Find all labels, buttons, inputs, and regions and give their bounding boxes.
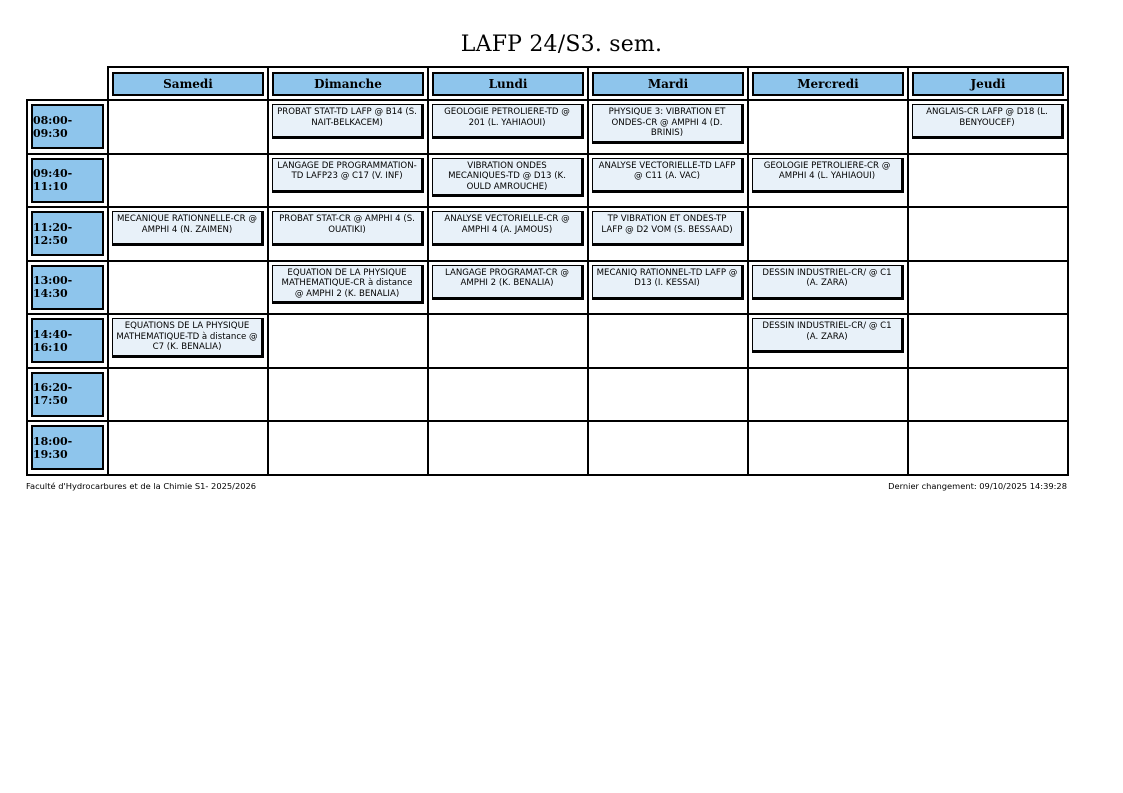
schedule-cell <box>908 154 1068 208</box>
schedule-cell <box>748 421 908 475</box>
time-label: 18:00-19:30 <box>31 425 104 470</box>
schedule-cell <box>428 261 588 315</box>
course-block[interactable]: GEOLOGIE PETROLIERE-TD @ 201 (L. YAHIAOUI) <box>432 104 584 139</box>
schedule-cell <box>268 207 428 261</box>
day-header-samedi: Samedi <box>112 72 264 96</box>
time-slot-row <box>27 368 1068 422</box>
time-cell <box>27 314 108 368</box>
schedule-cell <box>108 314 268 368</box>
schedule-cell <box>268 154 428 208</box>
day-header-row <box>27 67 1068 100</box>
course-block[interactable]: EQUATION DE LA PHYSIQUE MATHEMATIQUE-CR à distance @ AMPHI 2 (K. BENALIA) <box>272 265 424 305</box>
page-title: LAFP 24/S3. sem. <box>460 32 663 57</box>
course-block[interactable]: LANGAGE DE PROGRAMMATION-TD LAFP23 @ C17 (V. INF) <box>272 158 424 193</box>
schedule-cell <box>108 261 268 315</box>
course-block[interactable]: TP VIBRATION ET ONDES-TP LAFP @ D2 VOM (S. BESSAAD) <box>592 211 744 246</box>
timetable <box>26 66 1069 476</box>
day-header-dimanche: Dimanche <box>272 72 424 96</box>
course-block[interactable]: ANALYSE VECTORIELLE-CR @ AMPHI 4 (A. JAMOUS) <box>432 211 584 246</box>
course-block[interactable]: PROBAT STAT-TD LAFP @ B14 (S. NAIT-BELKACEM) <box>272 104 424 139</box>
schedule-cell <box>268 368 428 422</box>
day-header-cell <box>588 67 748 100</box>
time-label: 16:20-17:50 <box>31 372 104 417</box>
course-block[interactable]: MECANIQ RATIONNEL-TD LAFP @ D13 (I. KESSAI) <box>592 265 744 300</box>
day-header-mardi: Mardi <box>592 72 744 96</box>
day-header-jeudi: Jeudi <box>912 72 1064 96</box>
time-slot-row <box>27 100 1068 154</box>
schedule-cell <box>428 154 588 208</box>
schedule-cell <box>588 154 748 208</box>
time-slot-row <box>27 261 1068 315</box>
schedule-cell <box>268 314 428 368</box>
footer-last-change: Dernier changement: 09/10/2025 14:39:28 <box>888 481 1067 491</box>
time-cell <box>27 207 108 261</box>
schedule-cell <box>908 207 1068 261</box>
course-block[interactable]: EQUATIONS DE LA PHYSIQUE MATHEMATIQUE-TD à distance @ C7 (K. BENALIA) <box>112 318 264 358</box>
day-header-cell <box>748 67 908 100</box>
day-header-cell <box>908 67 1068 100</box>
schedule-cell <box>268 261 428 315</box>
timetable-body <box>27 100 1068 475</box>
course-block[interactable]: DESSIN INDUSTRIEL-CR/ @ C1 (A. ZARA) <box>752 265 904 300</box>
time-cell <box>27 368 108 422</box>
footer-faculty: Faculté d'Hydrocarbures et de la Chimie S1- 2025/2026 <box>26 481 257 491</box>
schedule-cell <box>748 207 908 261</box>
header-corner <box>27 67 108 100</box>
schedule-cell <box>908 100 1068 154</box>
course-block[interactable]: ANGLAIS-CR LAFP @ D18 (L. BENYOUCEF) <box>912 104 1064 139</box>
time-cell <box>27 154 108 208</box>
time-cell <box>27 100 108 154</box>
schedule-cell <box>108 154 268 208</box>
schedule-cell <box>588 207 748 261</box>
schedule-cell <box>108 207 268 261</box>
schedule-cell <box>748 154 908 208</box>
schedule-cell <box>748 314 908 368</box>
schedule-cell <box>428 368 588 422</box>
time-label: 08:00-09:30 <box>31 104 104 149</box>
schedule-cell <box>428 421 588 475</box>
schedule-cell <box>748 100 908 154</box>
day-header-mercredi: Mercredi <box>752 72 904 96</box>
day-header-cell <box>108 67 268 100</box>
time-slot-row <box>27 421 1068 475</box>
schedule-cell <box>908 314 1068 368</box>
schedule-cell <box>108 421 268 475</box>
course-block[interactable]: MECANIQUE RATIONNELLE-CR @ AMPHI 4 (N. ZAIMEN) <box>112 211 264 246</box>
time-label: 13:00-14:30 <box>31 265 104 310</box>
schedule-cell <box>108 368 268 422</box>
time-cell <box>27 421 108 475</box>
schedule-cell <box>268 100 428 154</box>
schedule-cell <box>588 261 748 315</box>
time-slot-row <box>27 207 1068 261</box>
time-slot-row <box>27 314 1068 368</box>
schedule-cell <box>428 314 588 368</box>
course-block[interactable]: GEOLOGIE PETROLIERE-CR @ AMPHI 4 (L. YAHIAOUI) <box>752 158 904 193</box>
schedule-cell <box>588 421 748 475</box>
schedule-cell <box>908 368 1068 422</box>
schedule-cell <box>748 261 908 315</box>
time-label: 09:40-11:10 <box>31 158 104 203</box>
schedule-cell <box>428 100 588 154</box>
time-label: 11:20-12:50 <box>31 211 104 256</box>
schedule-cell <box>108 100 268 154</box>
day-header-lundi: Lundi <box>432 72 584 96</box>
schedule-cell <box>428 207 588 261</box>
schedule-cell <box>908 261 1068 315</box>
course-block[interactable]: PROBAT STAT-CR @ AMPHI 4 (S. OUATIKI) <box>272 211 424 246</box>
course-block[interactable]: PHYSIQUE 3: VIBRATION ET ONDES-CR @ AMPHI 4 (D. BRINIS) <box>592 104 744 144</box>
schedule-cell <box>748 368 908 422</box>
time-label: 14:40-16:10 <box>31 318 104 363</box>
schedule-cell <box>588 314 748 368</box>
course-block[interactable]: LANGAGE PROGRAMAT-CR @ AMPHI 2 (K. BENALIA) <box>432 265 584 300</box>
schedule-cell <box>268 421 428 475</box>
time-cell <box>27 261 108 315</box>
course-block[interactable]: VIBRATION ONDES MECANIQUES-TD @ D13 (K. OULD AMROUCHE) <box>432 158 584 198</box>
day-header-cell <box>268 67 428 100</box>
schedule-cell <box>908 421 1068 475</box>
schedule-cell <box>588 368 748 422</box>
schedule-cell <box>588 100 748 154</box>
time-slot-row <box>27 154 1068 208</box>
day-header-cell <box>428 67 588 100</box>
course-block[interactable]: DESSIN INDUSTRIEL-CR/ @ C1 (A. ZARA) <box>752 318 904 353</box>
course-block[interactable]: ANALYSE VECTORIELLE-TD LAFP @ C11 (A. VAC) <box>592 158 744 193</box>
